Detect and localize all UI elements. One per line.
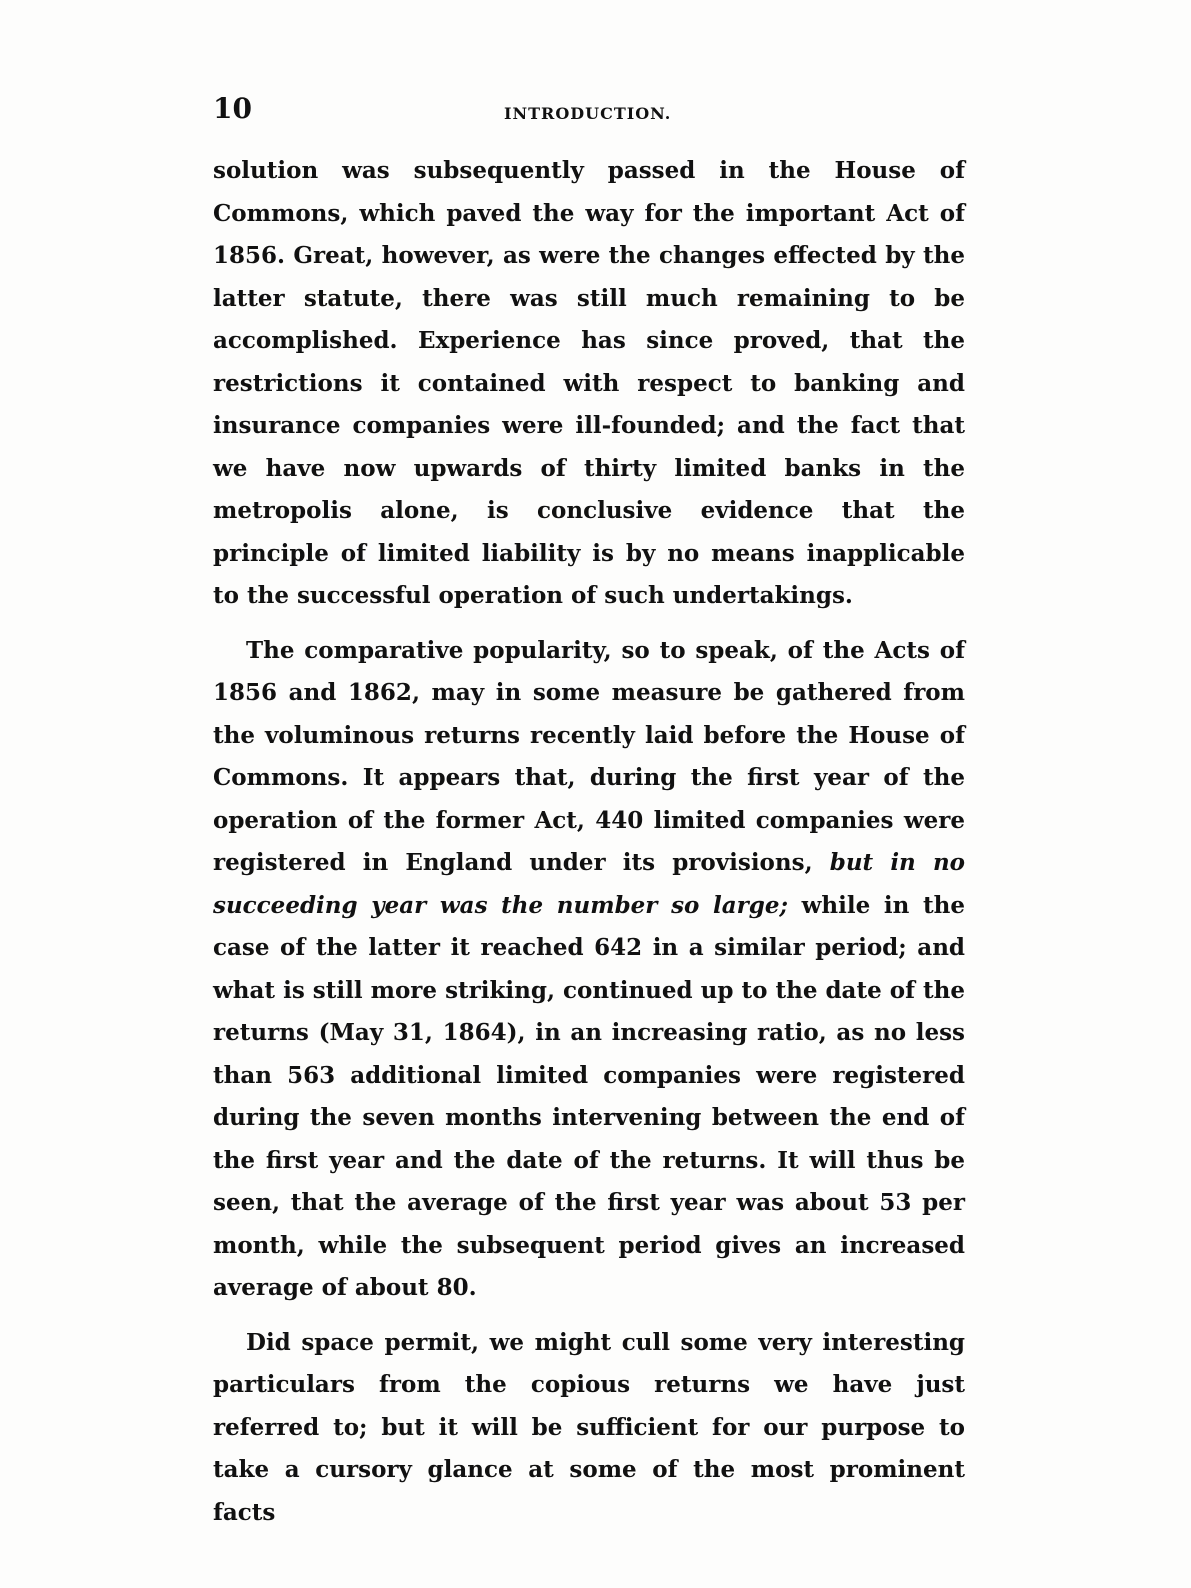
paragraph-2 xyxy=(213,630,965,1310)
page-number: 10 xyxy=(213,92,252,125)
paragraph-2-italic: but in no succeeding year was the number so large; xyxy=(213,849,966,919)
paragraph-2-start: The comparative popularity, so to speak, of the Acts of 1856 and 1862, may in some measure be gathered from the voluminous returns recently laid before the House of Commons. It appears that, during the first year of the operation of the former Act, 440 limited companies were registered in England under its provisions, xyxy=(213,636,965,876)
paragraph-2-end: while in the case of the latter it reached 642 in a similar period; and what is still more striking, continued up to the date of the returns (May 31, 1864), in an increasing ratio, as no less than 563 additional limited companies were registered during the seven months intervening between the end of the first year and the date of the returns. It will thus be seen, that the average of the first year was about 53 per month, while the subsequent period gives an increased average of about 80. xyxy=(213,891,965,1301)
paragraph-3: Did space permit, we might cull some very interesting particulars from the copious returns we have just referred to; but it will be sufficient for our purpose to take a cursory glance at some of the most prominent facts xyxy=(213,1328,965,1526)
paragraph-1: solution was subsequently passed in the House of Commons, which paved the way for the important Act of 1856. Great, however, as were the changes effected by the latter statute, there was still much remaining to be accomplished. Experience has since proved, that the restrictions it contained with respect to banking and insurance companies were ill-founded; and the fact that we have now upwards of thirty limited banks in the metropolis alone, is conclusive evidence that the principle of limited liability is by no means inapplicable to the successful operation of such undertakings. xyxy=(213,157,965,609)
body-text xyxy=(213,150,965,1534)
running-head: INTRODUCTION. xyxy=(504,104,672,123)
page-header xyxy=(213,92,965,132)
